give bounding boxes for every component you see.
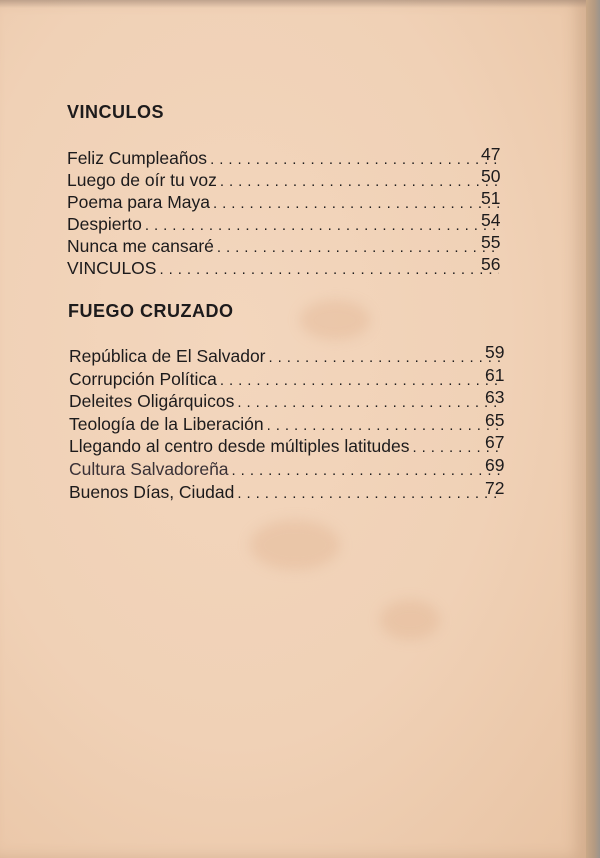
dot-leader bbox=[210, 149, 499, 171]
toc-entry bbox=[67, 188, 507, 213]
section-title-fuego-cruzado: FUEGO CRUZADO bbox=[68, 301, 234, 321]
entry-title: Luego de oír tu voz bbox=[67, 170, 217, 190]
dot-leader bbox=[213, 193, 499, 215]
toc-entry bbox=[67, 144, 507, 169]
entry-title: Corrupción Política bbox=[69, 369, 217, 389]
entry-page-number: 54 bbox=[481, 210, 501, 230]
entry-page-number: 65 bbox=[485, 410, 505, 430]
toc-entry bbox=[69, 478, 511, 503]
toc-entry bbox=[69, 342, 511, 367]
dot-leader bbox=[232, 460, 503, 482]
entry-title: Poema para Maya bbox=[67, 192, 210, 212]
paper-stain bbox=[250, 520, 340, 570]
toc-entry bbox=[67, 166, 507, 191]
entry-page-number: 50 bbox=[481, 166, 501, 186]
section-title-vinculos: VINCULOS bbox=[67, 102, 165, 122]
entry-page-number: 56 bbox=[481, 254, 501, 274]
toc-entry bbox=[67, 232, 507, 257]
toc-entry bbox=[67, 254, 507, 279]
entry-page-number: 63 bbox=[485, 387, 505, 407]
paper-stain bbox=[380, 600, 440, 640]
entry-title: Cultura Salvadoreña bbox=[69, 459, 229, 479]
toc-entry bbox=[69, 410, 511, 435]
page-edge bbox=[586, 0, 600, 858]
toc-entry bbox=[69, 432, 511, 457]
entry-title: Buenos Días, Ciudad bbox=[69, 482, 235, 502]
entry-page-number: 47 bbox=[481, 144, 501, 164]
dot-leader bbox=[237, 483, 503, 505]
dot-leader bbox=[220, 171, 499, 193]
entry-title: Deleites Oligárquicos bbox=[69, 391, 235, 411]
entry-page-number: 67 bbox=[485, 432, 505, 452]
dot-leader bbox=[269, 347, 503, 369]
paper-stain bbox=[300, 300, 370, 340]
entry-title: Teología de la Liberación bbox=[69, 414, 264, 434]
entry-title: Despierto bbox=[67, 214, 142, 234]
dot-leader bbox=[267, 415, 503, 437]
entry-title: VINCULOS bbox=[67, 258, 157, 278]
entry-page-number: 59 bbox=[485, 342, 505, 362]
entry-title: Llegando al centro desde múltiples latitudes bbox=[69, 436, 410, 456]
entry-page-number: 51 bbox=[481, 188, 501, 208]
dot-leader bbox=[159, 259, 499, 281]
toc-entry bbox=[67, 210, 507, 235]
dot-leader bbox=[220, 370, 503, 392]
entry-title: República de El Salvador bbox=[69, 346, 266, 366]
dot-leader bbox=[217, 237, 499, 259]
entry-page-number: 69 bbox=[485, 455, 505, 475]
entry-title: Nunca me cansaré bbox=[67, 236, 214, 256]
entry-title: Feliz Cumpleaños bbox=[67, 148, 208, 168]
toc-entry bbox=[69, 387, 511, 412]
dot-leader bbox=[237, 392, 503, 414]
entry-page-number: 61 bbox=[485, 365, 505, 385]
toc-entry bbox=[69, 365, 511, 390]
entry-page-number: 55 bbox=[481, 232, 501, 252]
entry-page-number: 72 bbox=[485, 478, 505, 498]
toc-entry bbox=[69, 455, 511, 480]
dot-leader bbox=[145, 215, 499, 237]
page-top-shadow bbox=[0, 0, 586, 8]
